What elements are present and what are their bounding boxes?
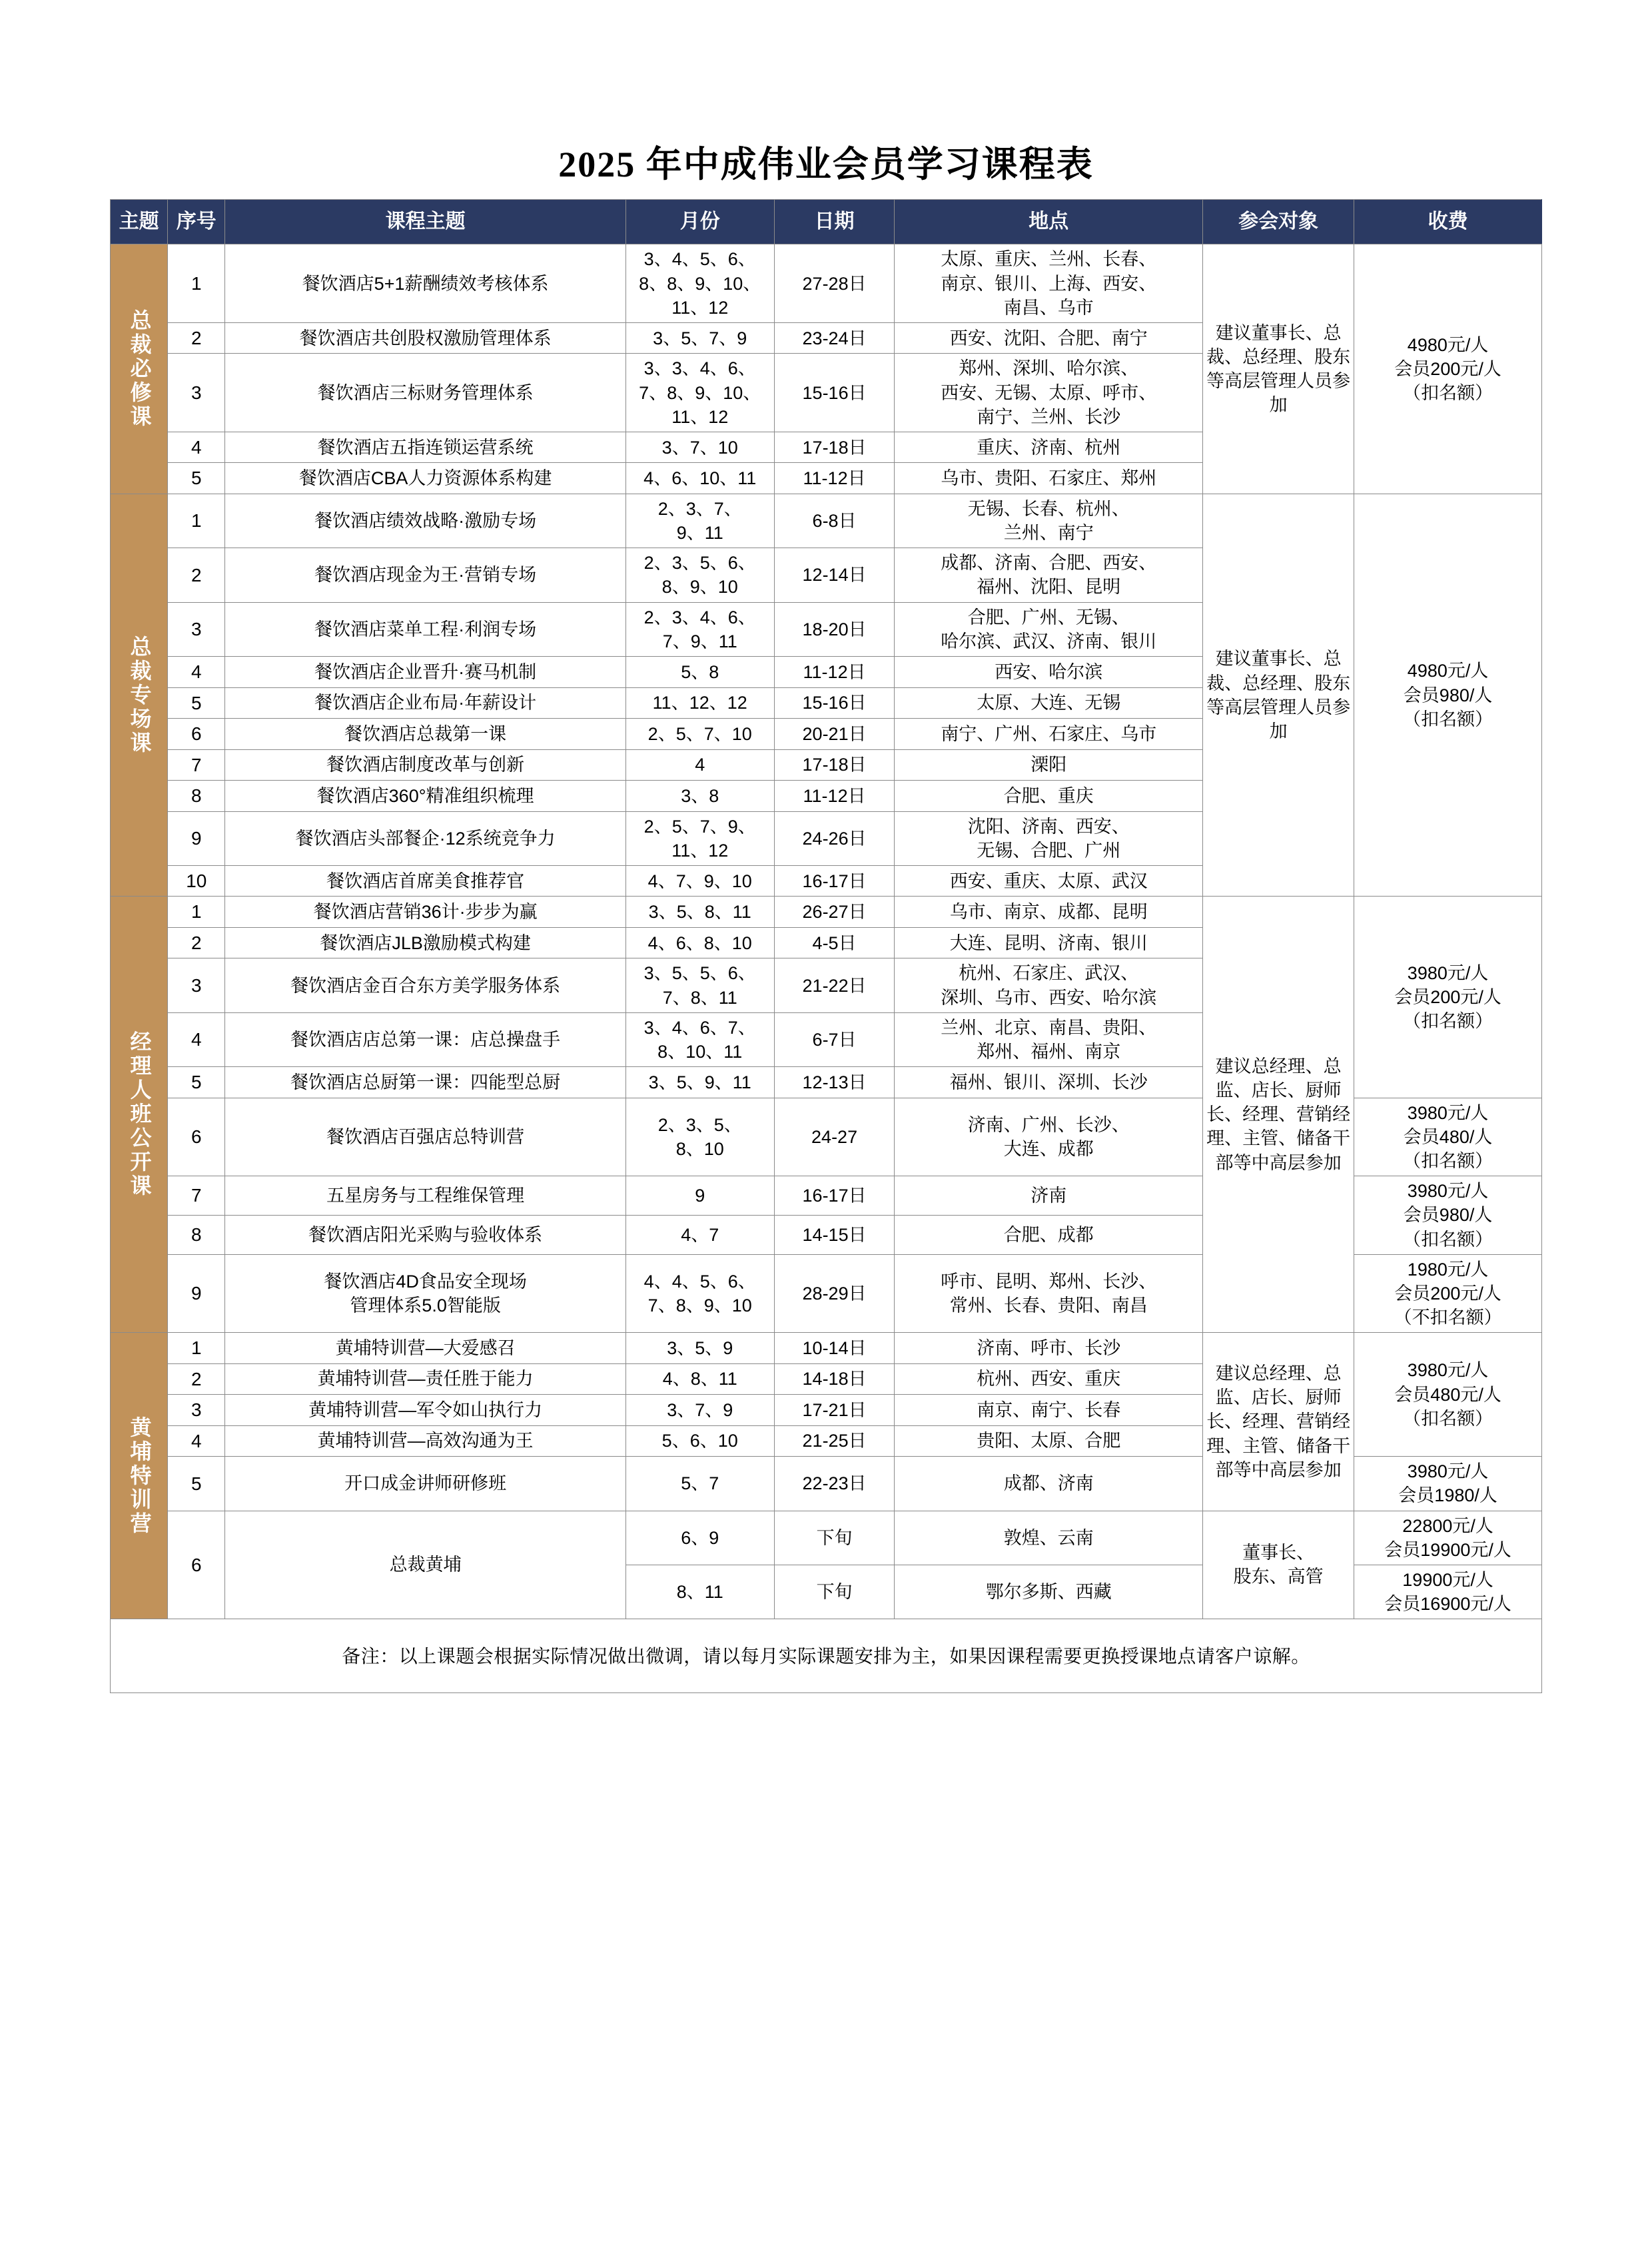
course-month: 6、9 [625, 1511, 774, 1565]
header-fee: 收费 [1354, 200, 1542, 244]
course-date: 17-18日 [774, 432, 895, 463]
course-topic: 餐饮酒店店总第一课：店总操盘手 [225, 1012, 625, 1066]
course-month: 4、7 [625, 1215, 774, 1254]
course-topic: 餐饮酒店共创股权激励管理体系 [225, 322, 625, 354]
audience-cell: 建议董事长、总裁、总经理、股东等高层管理人员参加 [1203, 244, 1354, 494]
course-date: 16-17日 [774, 865, 895, 897]
course-month: 4、4、5、6、 7、8、9、10 [625, 1254, 774, 1333]
table-row [111, 1333, 1542, 1364]
course-month: 3、4、5、6、 8、8、9、10、 11、12 [625, 244, 774, 323]
schedule-table-wrapper [110, 199, 1542, 1619]
course-date: 10-14日 [774, 1333, 895, 1364]
header-place: 地点 [895, 200, 1203, 244]
header-topic: 课程主题 [225, 200, 625, 244]
header-index: 序号 [168, 200, 225, 244]
course-date: 4-5日 [774, 927, 895, 958]
course-date: 28-29日 [774, 1254, 895, 1333]
table-row [111, 897, 1542, 928]
row-index: 8 [168, 1215, 225, 1254]
course-place: 兰州、北京、南昌、贵阳、 郑州、福州、南京 [895, 1012, 1203, 1066]
row-index: 9 [168, 1254, 225, 1333]
schedule-table [110, 199, 1542, 1619]
fee-cell: 3980元/人 会员1980/人 [1354, 1457, 1542, 1511]
course-date: 22-23日 [774, 1457, 895, 1511]
course-month: 3、3、4、6、 7、8、9、10、 11、12 [625, 354, 774, 432]
theme-label: 总裁必修课 [127, 309, 152, 430]
course-topic: 餐饮酒店菜单工程·利润专场 [225, 602, 625, 656]
course-month: 2、5、7、9、 11、12 [625, 811, 774, 865]
course-place: 西安、重庆、太原、武汉 [895, 865, 1203, 897]
audience-cell: 建议董事长、总裁、总经理、股东等高层管理人员参加 [1203, 494, 1354, 896]
course-place: 西安、哈尔滨 [895, 657, 1203, 688]
page-title: 2025 年中成伟业会员学习课程表 [558, 145, 1094, 185]
fee-cell: 1980元/人 会员200元/人 （不扣名额） [1354, 1254, 1542, 1333]
course-place: 合肥、广州、无锡、 哈尔滨、武汉、济南、银川 [895, 602, 1203, 656]
course-month: 3、5、9、11 [625, 1067, 774, 1098]
table-header [111, 200, 1542, 244]
course-date: 15-16日 [774, 687, 895, 719]
row-index: 7 [168, 749, 225, 781]
course-place: 济南 [895, 1176, 1203, 1216]
course-topic: 餐饮酒店五指连锁运营系统 [225, 432, 625, 463]
course-date: 11-12日 [774, 657, 895, 688]
course-place: 溧阳 [895, 749, 1203, 781]
course-date: 下旬 [774, 1511, 895, 1565]
course-date: 21-22日 [774, 958, 895, 1012]
course-month: 5、6、10 [625, 1425, 774, 1457]
course-date: 11-12日 [774, 463, 895, 494]
fee-cell: 3980元/人 会员480/人 （扣名额） [1354, 1098, 1542, 1176]
header-row [111, 200, 1542, 244]
row-index: 5 [168, 687, 225, 719]
course-date: 17-21日 [774, 1395, 895, 1426]
course-topic: 餐饮酒店5+1薪酬绩效考核体系 [225, 244, 625, 323]
header-month: 月份 [625, 200, 774, 244]
audience-cell: 董事长、 股东、高管 [1203, 1511, 1354, 1619]
row-index: 2 [168, 927, 225, 958]
fee-cell: 4980元/人 会员200元/人 （扣名额） [1354, 244, 1542, 494]
course-month: 3、8 [625, 781, 774, 812]
row-index: 1 [168, 1333, 225, 1364]
course-date: 27-28日 [774, 244, 895, 323]
course-place: 太原、重庆、兰州、长春、 南京、银川、上海、西安、 南昌、乌市 [895, 244, 1203, 323]
course-place: 合肥、重庆 [895, 781, 1203, 812]
course-place: 呼市、昆明、郑州、长沙、 常州、长春、贵阳、南昌 [895, 1254, 1203, 1333]
course-date: 15-16日 [774, 354, 895, 432]
course-topic: 餐饮酒店营销36计·步步为赢 [225, 897, 625, 928]
row-index: 3 [168, 958, 225, 1012]
course-date: 6-8日 [774, 494, 895, 548]
course-month: 2、3、7、 9、11 [625, 494, 774, 548]
course-topic: 餐饮酒店总厨第一课：四能型总厨 [225, 1067, 625, 1098]
row-index: 2 [168, 322, 225, 354]
table-row [111, 494, 1542, 548]
fee-cell: 22800元/人 会员19900元/人 [1354, 1511, 1542, 1565]
row-index: 7 [168, 1176, 225, 1216]
course-month: 4 [625, 749, 774, 781]
course-month: 2、3、5、6、 8、9、10 [625, 548, 774, 602]
course-place: 成都、济南 [895, 1457, 1203, 1511]
course-place: 乌市、贵阳、石家庄、郑州 [895, 463, 1203, 494]
course-place: 成都、济南、合肥、西安、 福州、沈阳、昆明 [895, 548, 1203, 602]
course-place: 西安、沈阳、合肥、南宁 [895, 322, 1203, 354]
row-index: 2 [168, 548, 225, 602]
fee-cell: 3980元/人 会员980/人 （扣名额） [1354, 1176, 1542, 1255]
course-topic: 餐饮酒店首席美食推荐官 [225, 865, 625, 897]
course-month: 3、7、10 [625, 432, 774, 463]
course-month: 3、5、7、9 [625, 322, 774, 354]
course-topic: 总裁黄埔 [225, 1511, 625, 1619]
course-place: 福州、银川、深圳、长沙 [895, 1067, 1203, 1098]
course-date: 14-18日 [774, 1363, 895, 1395]
row-index: 4 [168, 657, 225, 688]
course-topic: 黄埔特训营—军令如山执行力 [225, 1395, 625, 1426]
course-place: 南宁、广州、石家庄、乌市 [895, 719, 1203, 750]
course-topic: 餐饮酒店现金为王·营销专场 [225, 548, 625, 602]
course-date: 6-7日 [774, 1012, 895, 1066]
course-topic: 餐饮酒店企业布局·年薪设计 [225, 687, 625, 719]
table-row [111, 1511, 1542, 1565]
course-topic: 五星房务与工程维保管理 [225, 1176, 625, 1216]
course-month: 3、4、6、7、 8、10、11 [625, 1012, 774, 1066]
course-month: 5、7 [625, 1457, 774, 1511]
table-body [111, 244, 1542, 1619]
audience-cell: 建议总经理、总监、店长、厨师长、经理、营销经理、主管、储备干部等中高层参加 [1203, 1333, 1354, 1511]
course-topic: 餐饮酒店阳光采购与验收体系 [225, 1215, 625, 1254]
course-topic: 餐饮酒店头部餐企·12系统竞争力 [225, 811, 625, 865]
row-index: 3 [168, 602, 225, 656]
course-topic: 餐饮酒店绩效战略·激励专场 [225, 494, 625, 548]
row-index: 1 [168, 494, 225, 548]
theme-cell [111, 1333, 168, 1619]
course-month: 3、5、9 [625, 1333, 774, 1364]
course-date: 18-20日 [774, 602, 895, 656]
row-index: 1 [168, 244, 225, 323]
course-date: 14-15日 [774, 1215, 895, 1254]
header-theme: 主题 [111, 200, 168, 244]
course-place: 乌市、南京、成都、昆明 [895, 897, 1203, 928]
course-topic: 餐饮酒店企业晋升·赛马机制 [225, 657, 625, 688]
course-date: 下旬 [774, 1565, 895, 1619]
course-date: 24-27 [774, 1098, 895, 1176]
course-place: 郑州、深圳、哈尔滨、 西安、无锡、太原、呼市、 南宁、兰州、长沙 [895, 354, 1203, 432]
course-place: 杭州、石家庄、武汉、 深圳、乌市、西安、哈尔滨 [895, 958, 1203, 1012]
course-date: 20-21日 [774, 719, 895, 750]
row-index: 3 [168, 354, 225, 432]
course-place: 大连、昆明、济南、银川 [895, 927, 1203, 958]
row-index: 10 [168, 865, 225, 897]
row-index: 6 [168, 1098, 225, 1176]
row-index: 3 [168, 1395, 225, 1426]
course-month: 5、8 [625, 657, 774, 688]
course-month: 4、6、8、10 [625, 927, 774, 958]
theme-label: 黄埔特训营 [127, 1415, 152, 1536]
course-topic: 餐饮酒店360°精准组织梳理 [225, 781, 625, 812]
theme-cell [111, 494, 168, 896]
course-month: 2、5、7、10 [625, 719, 774, 750]
course-date: 17-18日 [774, 749, 895, 781]
footer-note: 备注：以上课题会根据实际情况做出微调，请以每月实际课题安排为主，如果因课程需要更换授课地点请客户谅解。 [110, 1619, 1542, 1693]
course-place: 南京、南宁、长春 [895, 1395, 1203, 1426]
course-place: 重庆、济南、杭州 [895, 432, 1203, 463]
fee-cell: 19900元/人 会员16900元/人 [1354, 1565, 1542, 1619]
course-date: 12-14日 [774, 548, 895, 602]
course-place: 无锡、长春、杭州、 兰州、南宁 [895, 494, 1203, 548]
course-topic: 开口成金讲师研修班 [225, 1457, 625, 1511]
course-date: 12-13日 [774, 1067, 895, 1098]
course-place: 济南、广州、长沙、 大连、成都 [895, 1098, 1203, 1176]
course-topic: 黄埔特训营—大爱感召 [225, 1333, 625, 1364]
row-index: 8 [168, 781, 225, 812]
course-topic: 餐饮酒店三标财务管理体系 [225, 354, 625, 432]
course-date: 24-26日 [774, 811, 895, 865]
course-topic: 餐饮酒店制度改革与创新 [225, 749, 625, 781]
theme-cell [111, 244, 168, 494]
row-index: 6 [168, 719, 225, 750]
course-place: 沈阳、济南、西安、 无锡、合肥、广州 [895, 811, 1203, 865]
course-topic: 黄埔特训营—责任胜于能力 [225, 1363, 625, 1395]
course-month: 2、3、4、6、 7、9、11 [625, 602, 774, 656]
course-place: 济南、呼市、长沙 [895, 1333, 1203, 1364]
course-month: 2、3、5、 8、10 [625, 1098, 774, 1176]
row-index: 5 [168, 1067, 225, 1098]
row-index: 5 [168, 1457, 225, 1511]
course-month: 4、6、10、11 [625, 463, 774, 494]
course-month: 3、5、5、6、 7、8、11 [625, 958, 774, 1012]
theme-label: 总裁专场课 [127, 635, 152, 755]
course-date: 23-24日 [774, 322, 895, 354]
course-month: 4、8、11 [625, 1363, 774, 1395]
course-topic: 黄埔特训营—高效沟通为王 [225, 1425, 625, 1457]
course-topic: 餐饮酒店总裁第一课 [225, 719, 625, 750]
course-topic: 餐饮酒店4D食品安全现场 管理体系5.0智能版 [225, 1254, 625, 1333]
row-index: 4 [168, 432, 225, 463]
course-month: 11、12、12 [625, 687, 774, 719]
course-place: 敦煌、云南 [895, 1511, 1203, 1565]
course-place: 太原、大连、无锡 [895, 687, 1203, 719]
row-index: 4 [168, 1425, 225, 1457]
row-index: 6 [168, 1511, 225, 1619]
course-topic: 餐饮酒店金百合东方美学服务体系 [225, 958, 625, 1012]
course-date: 21-25日 [774, 1425, 895, 1457]
course-month: 4、7、9、10 [625, 865, 774, 897]
course-topic: 餐饮酒店CBA人力资源体系构建 [225, 463, 625, 494]
row-index: 2 [168, 1363, 225, 1395]
course-date: 26-27日 [774, 897, 895, 928]
theme-label: 经理人班公开课 [127, 1030, 152, 1199]
course-month: 3、5、8、11 [625, 897, 774, 928]
course-date: 16-17日 [774, 1176, 895, 1216]
course-topic: 餐饮酒店JLB激励模式构建 [225, 927, 625, 958]
theme-cell [111, 897, 168, 1333]
row-index: 5 [168, 463, 225, 494]
row-index: 9 [168, 811, 225, 865]
course-place: 杭州、西安、重庆 [895, 1363, 1203, 1395]
course-month: 9 [625, 1176, 774, 1216]
course-topic: 餐饮酒店百强店总特训营 [225, 1098, 625, 1176]
fee-cell: 3980元/人 会员480元/人 （扣名额） [1354, 1333, 1542, 1457]
course-month: 8、11 [625, 1565, 774, 1619]
fee-cell: 3980元/人 会员200元/人 （扣名额） [1354, 897, 1542, 1098]
course-date: 11-12日 [774, 781, 895, 812]
header-audience: 参会对象 [1203, 200, 1354, 244]
table-row [111, 244, 1542, 323]
course-place: 鄂尔多斯、西藏 [895, 1565, 1203, 1619]
header-date: 日期 [774, 200, 895, 244]
audience-cell: 建议总经理、总监、店长、厨师长、经理、营销经理、主管、储备干部等中高层参加 [1203, 897, 1354, 1333]
course-place: 合肥、成都 [895, 1215, 1203, 1254]
course-place: 贵阳、太原、合肥 [895, 1425, 1203, 1457]
row-index: 1 [168, 897, 225, 928]
fee-cell: 4980元/人 会员980/人 （扣名额） [1354, 494, 1542, 896]
row-index: 4 [168, 1012, 225, 1066]
course-month: 3、7、9 [625, 1395, 774, 1426]
